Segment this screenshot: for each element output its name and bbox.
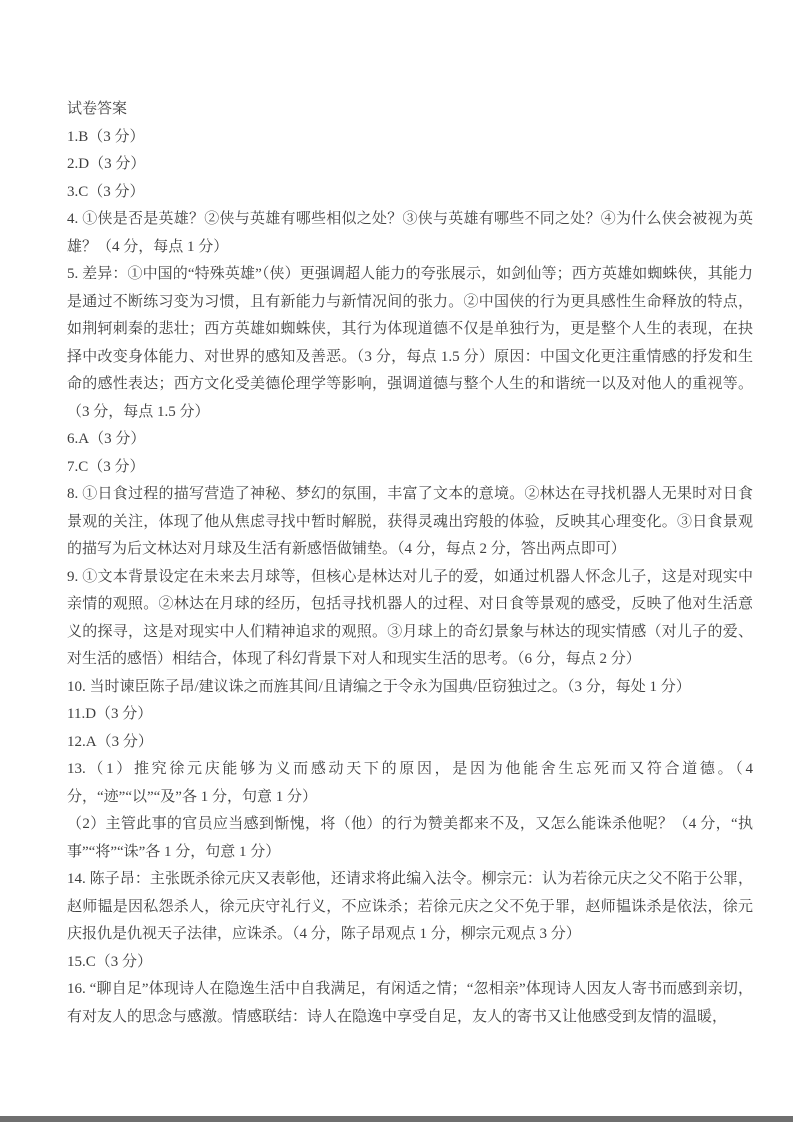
answer-item-3: 3.C（3 分）	[67, 183, 145, 200]
document-title: 试卷答案	[67, 101, 128, 117]
answer-item-15: 15.C（3 分）	[67, 953, 153, 970]
answer-item-14: 14. 陈子昂：主张既杀徐元庆又表彰他，还请求将此编入法令。柳宗元：认为若徐元庆之父不陷于公罪，赵师韫是因私怨杀人，徐元庆守礼行义，不应诛杀；若徐元庆之父不免于罪，赵师韫诛杀是依法，徐元庆报仇是仇视天子法律，应诛杀。（4 分，陈子昂观点 1 分，柳宗元观点 3 分）	[67, 871, 753, 942]
answer-item-12: 12.A（3 分）	[67, 733, 153, 750]
answer-key-content	[67, 96, 753, 1031]
answer-item-10: 10. 当时谏臣陈子昂/建议诛之而旌其间/且请编之于令永为国典/臣窃独过之。（3 分，每处 1 分）	[67, 678, 691, 695]
answer-item-9: 9. ①文本背景设定在未来去月球等，但核心是林达对儿子的爱，如通过机器人怀念儿子，这是对现实中亲情的观照。②林达在月球的经历，包括寻找机器人的过程、对日食等景观的感受，反映了他对生活意义的探寻，这是对现实中人们精神追求的观照。③月球上的奇幻景象与林达的现实情感（对儿子的爱、对生活的感悟）相结合，体现了科幻背景下对人和现实生活的思考。（6 分，每点 2 分）	[67, 568, 753, 667]
answer-item-8: 8. ①日食过程的描写营造了神秘、梦幻的氛围，丰富了文本的意境。②林达在寻找机器人无果时对日食景观的关注，体现了他从焦虑寻找中暂时解脱，获得灵魂出窍般的体验，反映其心理变化。③日食景观的描写为后文林达对月球及生活有新感悟做铺垫。（4 分，每点 2 分，答出两点即可）	[67, 486, 753, 557]
answer-item-4: 4. ①侠是否是英雄？②侠与英雄有哪些相似之处？③侠与英雄有哪些不同之处？④为什么侠会被视为英雄？（4 分，每点 1 分）	[67, 211, 753, 255]
answer-item-7: 7.C（3 分）	[67, 458, 145, 475]
window-bottom-edge-bar	[0, 1116, 793, 1122]
answer-item-11: 11.D（3 分）	[67, 706, 153, 722]
answer-item-13-part-1: 13.（1）推究徐元庆能够为义而感动天下的原因，是因为他能舍生忘死而又符合道德。（4 分，“迹”“以”“及”各 1 分，句意 1 分）	[67, 761, 753, 805]
answer-item-6: 6.A（3 分）	[67, 431, 146, 447]
answer-item-5: 5. 差异：①中国的“特殊英雄”（侠）更强调超人能力的夸张展示，如剑仙等；西方英雄如蜘蛛侠，其能力是通过不断练习变为习惯，且有新能力与新情况间的张力。②中国侠的行为更具感性生命释放的特点，如荆轲刺秦的悲壮；西方英雄如蜘蛛侠，其行为体现道德不仅是单独行为，更是整个人生的表现，在抉择中改变身体能力、对世界的感知及善恶。（3 分，每点 1.5 分）原因：中国文化更注重情感的抒发和生命的感性表达；西方文化受美德伦理学等影响，强调道德与整个人生的和谐统一以及对他人的重视等。（3 分，每点 1.5 分）	[67, 266, 753, 420]
answer-item-2: 2.D（3 分）	[67, 156, 146, 172]
answer-item-1: 1.B（3 分）	[67, 128, 145, 145]
answer-item-16: 16. “聊自足”体现诗人在隐逸生活中自我满足，有闲适之情；“忽相亲”体现诗人因友人寄书而感到亲切，有对友人的思念与感激。情感联结：诗人在隐逸中享受自足，友人的寄书又让他感受到友情的温暖，	[67, 981, 753, 1025]
answer-item-13-part-2: （2）主管此事的官员应当感到惭愧，将（他）的行为赞美都来不及，又怎么能诛杀他呢？（4 分，“执事”“将”“诛”各 1 分，句意 1 分）	[67, 816, 753, 860]
